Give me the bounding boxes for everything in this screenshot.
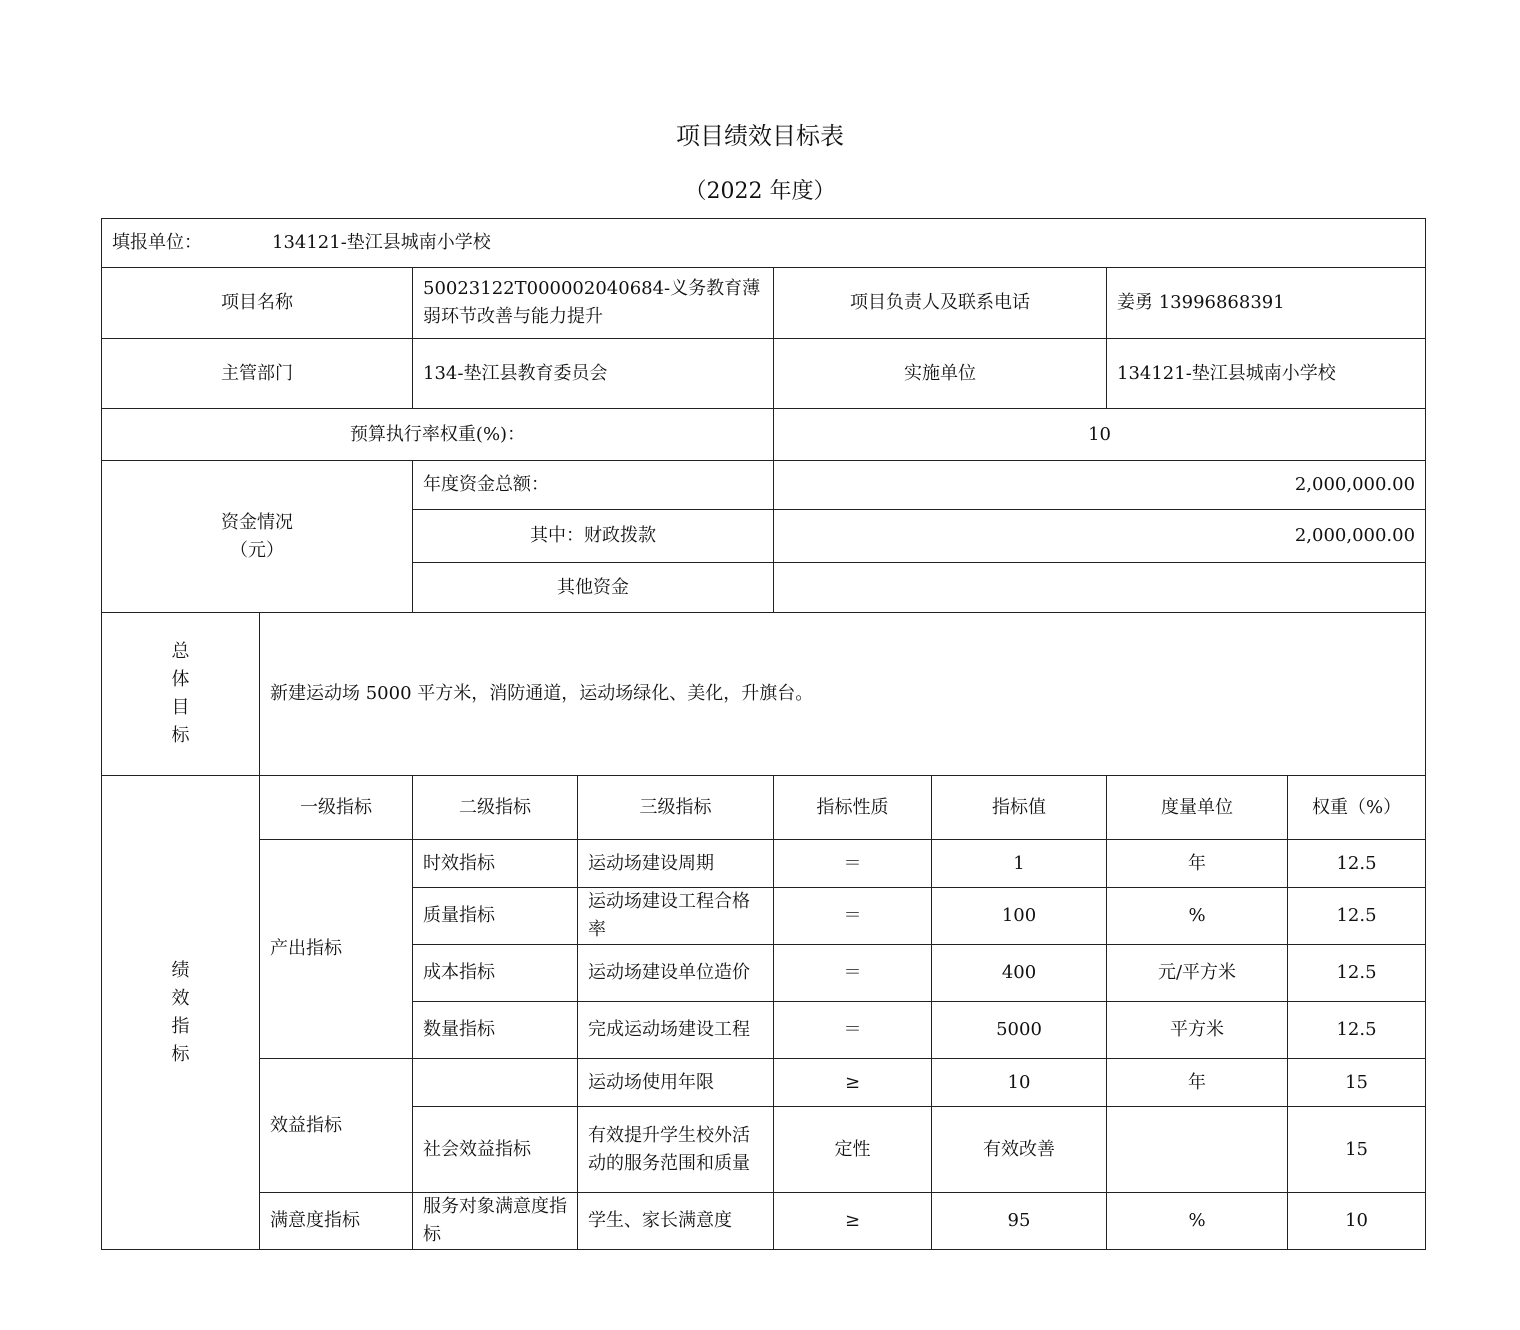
level1-output: 产出指标: [260, 840, 413, 1059]
value-cell: 1: [932, 840, 1107, 888]
funds-total-label: 年度资金总额：: [413, 461, 774, 510]
column-header: 一级指标: [260, 776, 413, 840]
level3-cell: 完成运动场建设工程: [578, 1002, 774, 1059]
unit-cell: %: [1107, 1193, 1288, 1250]
indicator-label-char: 绩: [171, 959, 190, 981]
fill-unit-label: 填报单位：: [112, 232, 202, 253]
funds-label-line2: （元）: [230, 539, 284, 561]
nature-cell: ＝: [774, 840, 932, 888]
level3-cell: 学生、家长满意度: [578, 1193, 774, 1250]
nature-cell: ＝: [774, 1002, 932, 1059]
table-row: [102, 840, 1426, 888]
nature-cell: ≥: [774, 1193, 932, 1250]
column-header: 三级指标: [578, 776, 774, 840]
nature-cell: 定性: [774, 1107, 932, 1193]
unit-cell: 元/平方米: [1107, 945, 1288, 1002]
funds-fiscal-label: 其中：财政拨款: [413, 510, 774, 563]
funds-other-value: [774, 563, 1426, 613]
weight-cell: 10: [1288, 1193, 1426, 1250]
fill-unit-value: 134121-垫江县城南小学校: [272, 232, 491, 253]
level2-cell: 时效指标: [413, 840, 578, 888]
indicator-label-char: 指: [171, 1015, 190, 1037]
table-row: [102, 1193, 1426, 1250]
level2-cell: 成本指标: [413, 945, 578, 1002]
goal-label-char: 体: [171, 669, 190, 690]
funds-total-value: 2,000,000.00: [774, 461, 1426, 510]
funds-fiscal-value: 2,000,000.00: [774, 510, 1426, 563]
indicator-label-char: 标: [171, 1043, 190, 1065]
level3-cell: 运动场建设工程合格率: [578, 888, 774, 945]
column-header: 指标值: [932, 776, 1107, 840]
page-title: 项目绩效目标表: [676, 122, 844, 150]
impl-unit-label: 实施单位: [774, 339, 1107, 409]
weight-cell: 12.5: [1288, 945, 1426, 1002]
fill-unit-row: [102, 219, 1426, 268]
column-header: 二级指标: [413, 776, 578, 840]
table-row: [102, 1059, 1426, 1107]
overall-goal-text: 新建运动场 5000 平方米，消防通道，运动场绿化、美化，升旗台。: [260, 613, 1426, 776]
level1-satisfaction: 满意度指标: [260, 1193, 413, 1250]
nature-cell: ＝: [774, 945, 932, 1002]
column-header: 度量单位: [1107, 776, 1288, 840]
indicator-section-label: [102, 776, 260, 1250]
project-name-value: 50023122T000002040684-义务教育薄弱环节改善与能力提升: [413, 268, 774, 339]
budget-weight-label: 预算执行率权重(%)：: [102, 409, 774, 461]
level3-cell: 有效提升学生校外活动的服务范围和质量: [578, 1107, 774, 1193]
nature-cell: ≥: [774, 1059, 932, 1107]
column-header: 指标性质: [774, 776, 932, 840]
goal-label-char: 总: [171, 641, 190, 662]
nature-cell: ＝: [774, 888, 932, 945]
level2-cell: [413, 1059, 578, 1107]
level2-cell: 质量指标: [413, 888, 578, 945]
level2-cell: 社会效益指标: [413, 1107, 578, 1193]
value-cell: 5000: [932, 1002, 1107, 1059]
performance-target-table: [101, 218, 1426, 1250]
level3-cell: 运动场建设周期: [578, 840, 774, 888]
weight-cell: 15: [1288, 1059, 1426, 1107]
funds-label: [102, 461, 413, 613]
budget-weight-value: 10: [774, 409, 1426, 461]
impl-unit-value: 134121-垫江县城南小学校: [1107, 339, 1426, 409]
level3-cell: 运动场建设单位造价: [578, 945, 774, 1002]
weight-cell: 15: [1288, 1107, 1426, 1193]
indicator-label-char: 效: [171, 987, 190, 1009]
value-cell: 100: [932, 888, 1107, 945]
dept-value: 134-垫江县教育委员会: [413, 339, 774, 409]
level3-cell: 运动场使用年限: [578, 1059, 774, 1107]
weight-cell: 12.5: [1288, 888, 1426, 945]
unit-cell: 年: [1107, 840, 1288, 888]
funds-other-label: 其他资金: [413, 563, 774, 613]
dept-label: 主管部门: [102, 339, 413, 409]
level2-cell: 服务对象满意度指标: [413, 1193, 578, 1250]
weight-cell: 12.5: [1288, 840, 1426, 888]
goal-label-char: 标: [171, 725, 190, 746]
unit-cell: 平方米: [1107, 1002, 1288, 1059]
value-cell: 400: [932, 945, 1107, 1002]
level1-benefit: 效益指标: [260, 1059, 413, 1193]
goal-label-char: 目: [171, 697, 190, 718]
value-cell: 有效改善: [932, 1107, 1107, 1193]
value-cell: 95: [932, 1193, 1107, 1250]
value-cell: 10: [932, 1059, 1107, 1107]
weight-cell: 12.5: [1288, 1002, 1426, 1059]
contact-label: 项目负责人及联系电话: [774, 268, 1107, 339]
funds-label-line1: 资金情况: [221, 511, 293, 533]
overall-goal-label: [102, 613, 260, 776]
contact-value: 姜勇 13996868391: [1107, 268, 1426, 339]
page-subtitle: （2022 年度）: [684, 179, 836, 204]
level2-cell: 数量指标: [413, 1002, 578, 1059]
column-header: 权重（%）: [1288, 776, 1426, 840]
unit-cell: 年: [1107, 1059, 1288, 1107]
project-name-label: 项目名称: [102, 268, 413, 339]
unit-cell: [1107, 1107, 1288, 1193]
unit-cell: %: [1107, 888, 1288, 945]
